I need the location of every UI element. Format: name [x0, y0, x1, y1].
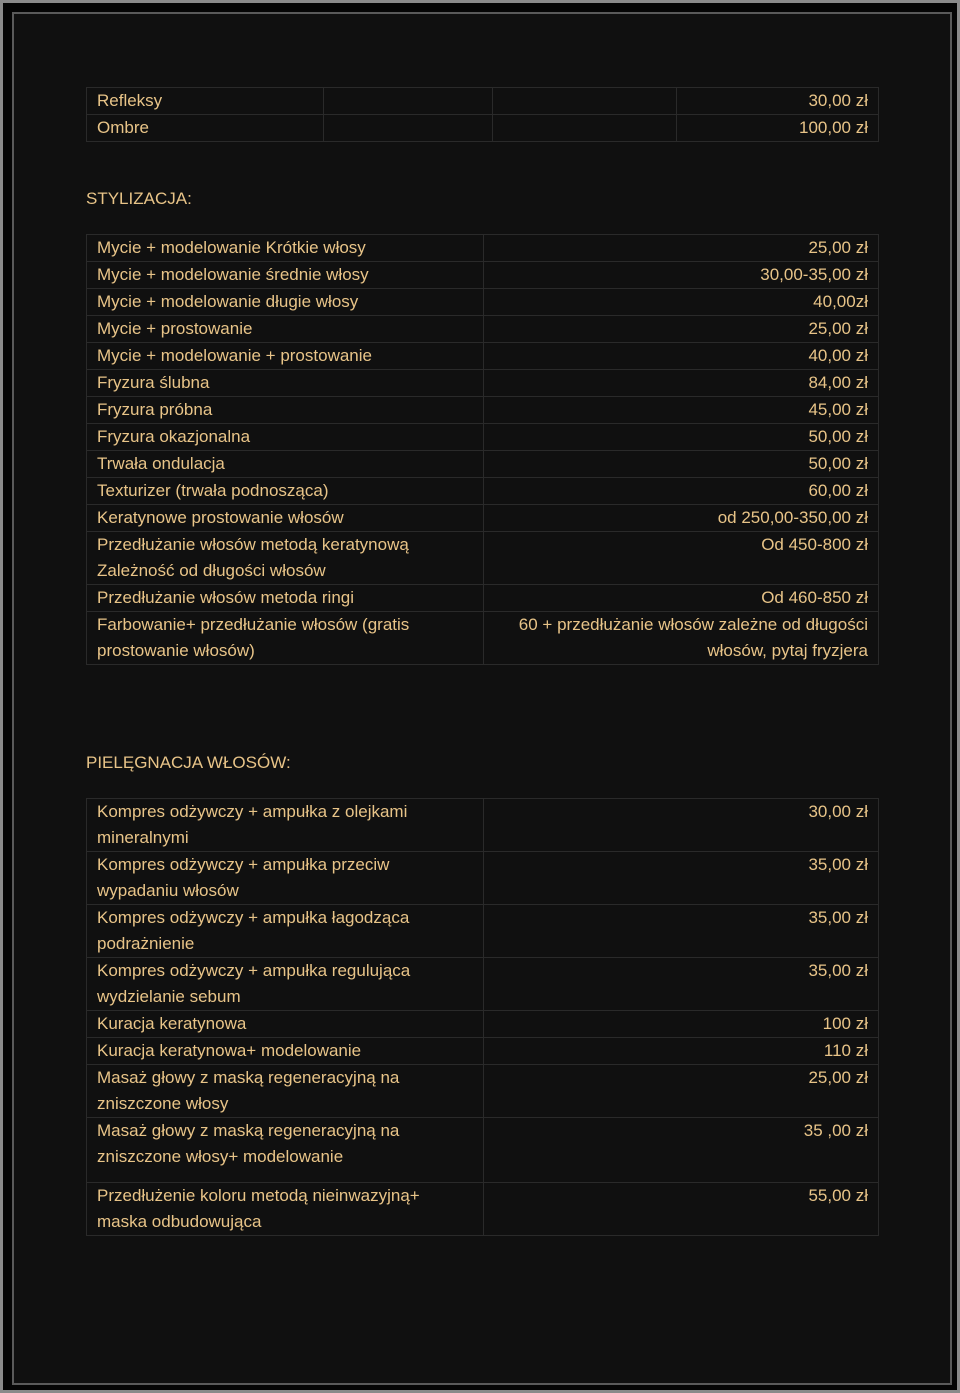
price-row: [87, 1011, 879, 1038]
service-name: Przedłużanie włosów metoda ringi: [87, 585, 484, 612]
price-row: [87, 262, 879, 289]
price-row: [87, 1183, 879, 1236]
service-name: Fryzura próbna: [87, 397, 484, 424]
price-row: [87, 424, 879, 451]
price-row: [87, 905, 879, 958]
price-row: [87, 478, 879, 505]
service-name: Farbowanie+ przedłużanie włosów (gratis prostowanie włosów): [87, 612, 484, 665]
styling-heading: STYLIZACJA:: [86, 189, 192, 208]
service-price: od 250,00-350,00 zł: [484, 505, 879, 532]
price-row: [87, 1038, 879, 1065]
price-row: [87, 370, 879, 397]
service-name: Mycie + modelowanie długie włosy: [87, 289, 484, 316]
service-name: Masaż głowy z maską regeneracyjną na zniszczone włosy: [87, 1065, 484, 1118]
service-price: 30,00-35,00 zł: [484, 262, 879, 289]
service-price: 100,00 zł: [677, 115, 879, 142]
service-price: 45,00 zł: [484, 397, 879, 424]
price-row: [87, 1065, 879, 1118]
service-name: Kompres odżywczy + ampułka regulująca wydzielanie sebum: [87, 958, 484, 1011]
price-row: [87, 585, 879, 612]
price-row: [87, 799, 879, 852]
service-price: 35,00 zł: [484, 905, 879, 958]
service-name: Fryzura ślubna: [87, 370, 484, 397]
service-name: Fryzura okazjonalna: [87, 424, 484, 451]
service-name: Kuracja keratynowa: [87, 1011, 484, 1038]
service-name: Przedłużenie koloru metodą nieinwazyjną+ maska odbudowująca: [87, 1183, 484, 1236]
service-price: 25,00 zł: [484, 235, 879, 262]
service-name: Mycie + modelowanie Krótkie włosy: [87, 235, 484, 262]
price-row: [87, 343, 879, 370]
service-name: Kuracja keratynowa+ modelowanie: [87, 1038, 484, 1065]
service-name: Przedłużanie włosów metodą keratynową Zależność od długości włosów: [87, 532, 484, 585]
service-price: 40,00zł: [484, 289, 879, 316]
service-price: 50,00 zł: [484, 424, 879, 451]
price-row: [87, 1118, 879, 1183]
service-price: 35,00 zł: [484, 958, 879, 1011]
service-price: 84,00 zł: [484, 370, 879, 397]
service-price: 60 + przedłużanie włosów zależne od długości włosów, pytaj fryzjera: [484, 612, 879, 665]
hair-care-price-table: [86, 798, 879, 1236]
service-price: 25,00 zł: [484, 316, 879, 343]
empty-cell: [324, 115, 493, 142]
empty-cell: [324, 88, 493, 115]
price-row: [87, 505, 879, 532]
service-price: 110 zł: [484, 1038, 879, 1065]
price-row: [87, 612, 879, 665]
price-row: [87, 852, 879, 905]
service-name: Kompres odżywczy + ampułka z olejkami mineralnymi: [87, 799, 484, 852]
price-row: [87, 451, 879, 478]
empty-cell: [493, 88, 677, 115]
service-price: 40,00 zł: [484, 343, 879, 370]
price-row: [87, 397, 879, 424]
service-price: Od 450-800 zł: [484, 532, 879, 585]
empty-cell: [493, 115, 677, 142]
price-row: [87, 532, 879, 585]
service-name: Mycie + prostowanie: [87, 316, 484, 343]
service-name: Trwała ondulacja: [87, 451, 484, 478]
service-name: Mycie + modelowanie średnie włosy: [87, 262, 484, 289]
price-row: [87, 235, 879, 262]
styling-price-table: [86, 234, 879, 665]
service-price: 60,00 zł: [484, 478, 879, 505]
service-name: Refleksy: [87, 88, 324, 115]
service-name: Masaż głowy z maską regeneracyjną na zniszczone włosy+ modelowanie: [87, 1118, 484, 1183]
service-name: Kompres odżywczy + ampułka łagodząca podrażnienie: [87, 905, 484, 958]
price-row: [87, 289, 879, 316]
service-price: 50,00 zł: [484, 451, 879, 478]
price-row: [87, 88, 879, 115]
price-row: [87, 316, 879, 343]
service-price: 25,00 zł: [484, 1065, 879, 1118]
service-price: 55,00 zł: [484, 1183, 879, 1236]
service-price: 35,00 zł: [484, 852, 879, 905]
price-row: [87, 115, 879, 142]
hair-care-heading: PIELĘGNACJA WŁOSÓW:: [86, 753, 291, 772]
service-name: Texturizer (trwała podnosząca): [87, 478, 484, 505]
service-price: 100 zł: [484, 1011, 879, 1038]
service-price: Od 460-850 zł: [484, 585, 879, 612]
price-row: [87, 958, 879, 1011]
service-price: 30,00 zł: [484, 799, 879, 852]
coloring-price-table: [86, 87, 879, 142]
service-name: Mycie + modelowanie + prostowanie: [87, 343, 484, 370]
service-name: Keratynowe prostowanie włosów: [87, 505, 484, 532]
service-name: Kompres odżywczy + ampułka przeciw wypadaniu włosów: [87, 852, 484, 905]
service-price: 30,00 zł: [677, 88, 879, 115]
service-price: 35 ,00 zł: [484, 1118, 879, 1183]
service-name: Ombre: [87, 115, 324, 142]
